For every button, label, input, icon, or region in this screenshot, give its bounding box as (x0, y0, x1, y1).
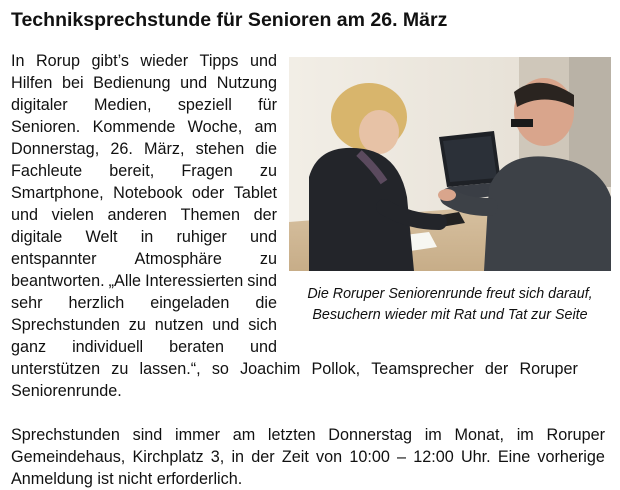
word: die (255, 294, 277, 312)
body-line (11, 138, 277, 160)
word: immer (175, 426, 220, 444)
word: unterstützen (11, 360, 101, 378)
word: oder (191, 184, 225, 202)
word: ganz (11, 338, 47, 356)
word: Medien, (93, 96, 152, 114)
word: sehr (11, 294, 43, 312)
word: sind (247, 272, 277, 290)
word: nutzen (154, 316, 204, 334)
word: Tipps (199, 52, 239, 70)
word: beraten (169, 338, 225, 356)
word: im (424, 426, 442, 444)
word: speziell (177, 96, 232, 114)
word: Fragen (181, 162, 233, 180)
word: – (397, 448, 407, 466)
word: Teamsprecher (371, 360, 474, 378)
word: für (258, 96, 277, 114)
body-line: Seniorenrunde. (11, 382, 122, 400)
article-title: Techniksprechstunde für Senioren am 26. März (11, 9, 448, 31)
word: 10:00 (349, 448, 390, 466)
body-line (11, 160, 277, 182)
word: bei (61, 74, 84, 92)
word: Zeit (281, 448, 309, 466)
word: Tablet (233, 184, 277, 202)
word: gibt’s (91, 52, 129, 70)
word: Woche, (187, 118, 243, 136)
body-line (11, 94, 277, 116)
word: Uhr. (460, 448, 491, 466)
word: zu (259, 250, 277, 268)
word: Roruper (519, 360, 578, 378)
body-line (11, 292, 277, 314)
body-line (11, 336, 277, 358)
word: Sprechstunden (11, 316, 120, 334)
word: Fachleute (11, 162, 83, 180)
body-line (11, 270, 277, 292)
word: Eine (497, 448, 531, 466)
word: und (180, 74, 208, 92)
word: zu (128, 316, 146, 334)
word: wieder (140, 52, 189, 70)
word: anderen (107, 206, 167, 224)
word: Bedienung (93, 74, 171, 92)
body-line (11, 50, 277, 72)
word: Interessierten (145, 272, 244, 290)
word: Atmosphäre (134, 250, 222, 268)
word: Kirchplatz (132, 448, 204, 466)
word: beantworten. (11, 272, 105, 290)
word: zu (111, 360, 129, 378)
word: eingeladen (150, 294, 230, 312)
word: von (316, 448, 343, 466)
body-line (11, 424, 605, 446)
word: März, (143, 140, 185, 158)
word: die (255, 140, 277, 158)
word: Monat, (454, 426, 504, 444)
word: 26. (110, 140, 133, 158)
caption-line: Besuchern wieder mit Rat und Tat zur Seite (312, 307, 588, 323)
word: 12:00 (413, 448, 454, 466)
word: Notebook (113, 184, 183, 202)
word: Themen (180, 206, 240, 224)
word: und (249, 338, 277, 356)
word: letzten (267, 426, 316, 444)
word: herzlich (68, 294, 125, 312)
word: digitale (11, 228, 63, 246)
word: am (232, 426, 256, 444)
word: Smartphone, (11, 184, 104, 202)
word: und (249, 228, 277, 246)
word: lassen.“, (139, 360, 201, 378)
word: und (11, 206, 39, 224)
word: in (140, 228, 154, 246)
word: digitaler (11, 96, 68, 114)
body-line (11, 314, 277, 336)
word: Nutzung (216, 74, 277, 92)
body-line (11, 446, 605, 468)
word: der (253, 206, 277, 224)
body-line (11, 358, 578, 380)
photo-caption (289, 284, 611, 326)
word: Kommende (92, 118, 176, 136)
word: Senioren. (11, 118, 81, 136)
word: ruhiger (176, 228, 227, 246)
word: der (484, 360, 509, 378)
body-line (11, 182, 277, 204)
word: Sprechstunden (11, 426, 120, 444)
word: so (211, 360, 229, 378)
word: bereit, (109, 162, 155, 180)
word: stehen (195, 140, 245, 158)
word: Welt (85, 228, 118, 246)
word: am (254, 118, 277, 136)
word: Gemeindehaus, (11, 448, 126, 466)
word: sind (132, 426, 163, 444)
word: vielen (51, 206, 94, 224)
word: entspannter (11, 250, 97, 268)
word: Donnerstag (328, 426, 412, 444)
word: und (212, 316, 240, 334)
body-line (11, 226, 277, 248)
word: der (251, 448, 275, 466)
word: Donnerstag, (11, 140, 100, 158)
word: sich (248, 316, 277, 334)
word: 3, (210, 448, 225, 466)
word: vorherige (537, 448, 605, 466)
word: und (249, 52, 277, 70)
article-photo (289, 57, 611, 271)
body-line: Anmeldung ist nicht erforderlich. (11, 470, 243, 488)
word: individuell (72, 338, 144, 356)
word: „Alle (108, 272, 142, 290)
caption-line: Die Roruper Seniorenrunde freut sich darauf, (307, 286, 593, 302)
word: Joachim (240, 360, 301, 378)
word: in (231, 448, 245, 466)
body-line (11, 116, 277, 138)
body-line (11, 72, 277, 94)
word: Rorup (35, 52, 81, 70)
word: Hilfen (11, 74, 53, 92)
word: Roruper (546, 426, 605, 444)
word: Pollok, (311, 360, 361, 378)
word: In (11, 52, 25, 70)
word: zu (259, 162, 277, 180)
body-line (11, 248, 277, 270)
body-line (11, 204, 277, 226)
word: im (516, 426, 534, 444)
